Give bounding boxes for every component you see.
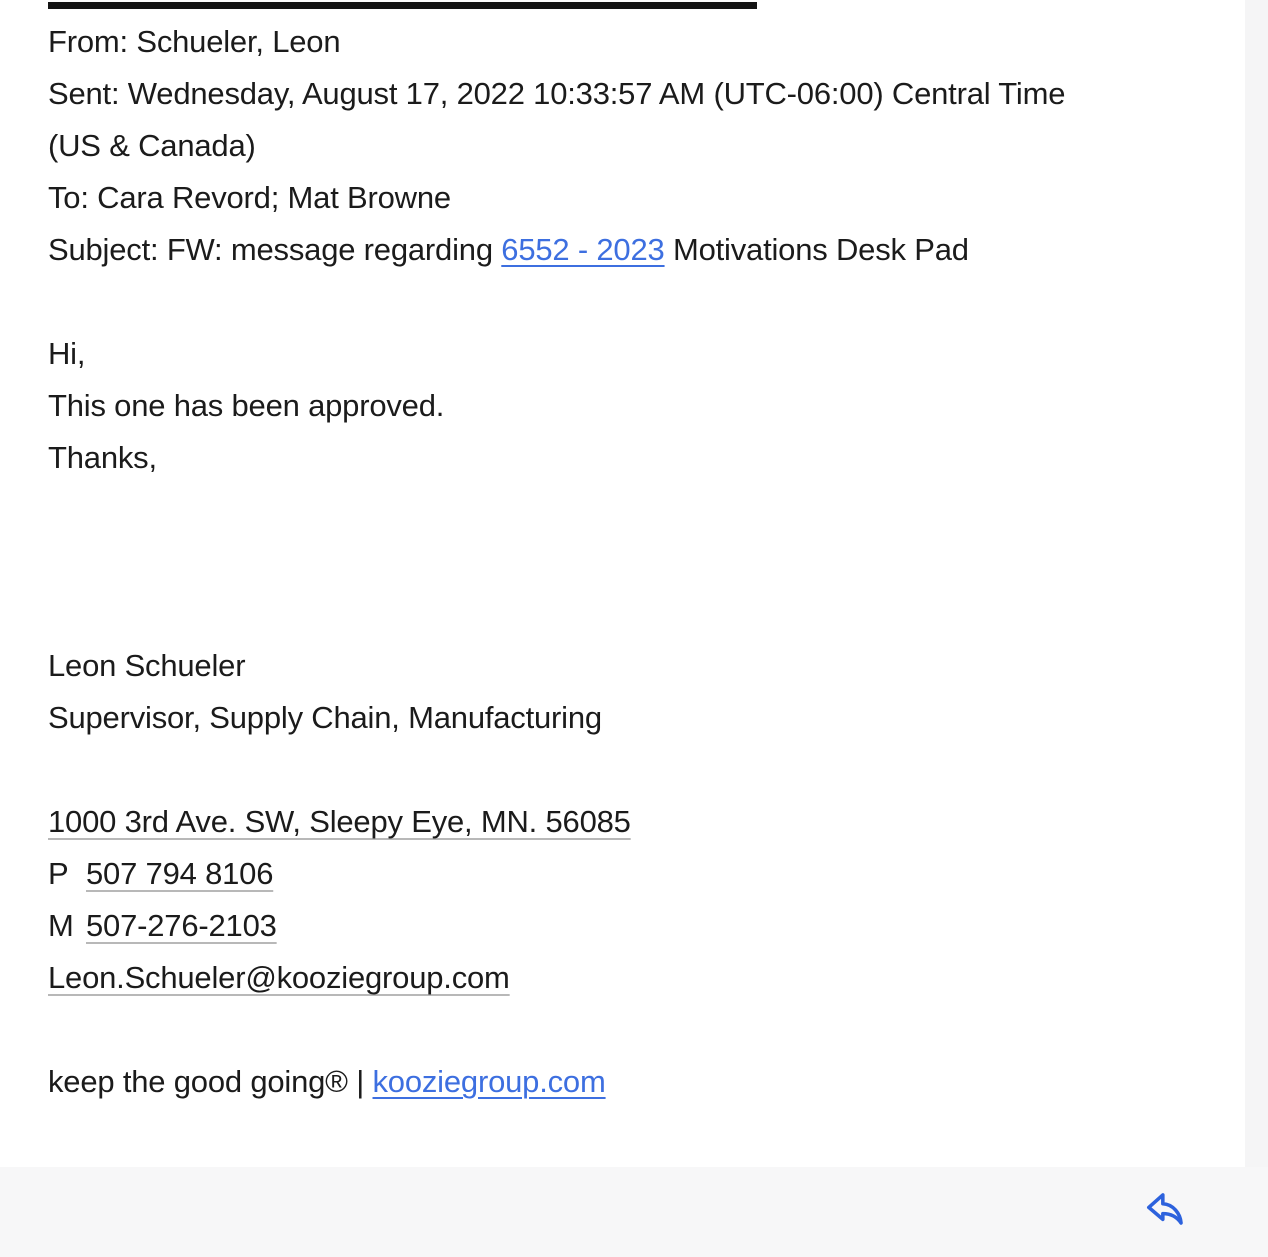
scrollbar-gutter[interactable] (1245, 0, 1268, 1257)
signature-tagline (48, 1056, 1220, 1108)
blank-line (48, 1004, 1220, 1056)
quoted-message-divider (48, 2, 757, 9)
header-to-line: To: Cara Revord; Mat Browne (48, 180, 451, 215)
blank-line (48, 276, 1220, 328)
signature-mobile-line (48, 900, 1220, 952)
email-message-view (48, 16, 1220, 1108)
header-from-line: From: Schueler, Leon (48, 24, 341, 59)
body-closing: Thanks, (48, 440, 157, 475)
reply-icon (1142, 1187, 1192, 1233)
blank-lines (48, 484, 1220, 640)
subject-suffix: Motivations Desk Pad (664, 232, 969, 267)
signature-job-title: Supervisor, Supply Chain, Manufacturing (48, 700, 602, 735)
signature-address-line (48, 796, 1220, 848)
header-subject-line (48, 224, 1220, 276)
header-sent-line-2: (US & Canada) (48, 128, 256, 163)
email-address-link[interactable]: Leon.Schueler@kooziegroup.com (48, 960, 510, 995)
tagline-text: keep the good going® | (48, 1064, 373, 1099)
tagline-website-link[interactable]: kooziegroup.com (372, 1064, 606, 1099)
body-message: This one has been approved. (48, 388, 445, 423)
header-sent-line-1: Sent: Wednesday, August 17, 2022 10:33:57 AM (UTC-06:00) Central Time (48, 76, 1066, 111)
blank-line (48, 744, 1220, 796)
subject-prefix: Subject: FW: message regarding (48, 232, 502, 267)
body-greeting: Hi, (48, 336, 86, 371)
mobile-label: M (48, 908, 74, 943)
subject-item-number-link[interactable]: 6552 - 2023 (501, 232, 665, 267)
phone-label: P (48, 856, 69, 891)
reply-button[interactable] (1142, 1187, 1192, 1233)
signature-name: Leon Schueler (48, 648, 246, 683)
bottom-toolbar (0, 1167, 1268, 1257)
phone-link[interactable]: 507 794 8106 (86, 856, 274, 891)
signature-phone-line (48, 848, 1220, 900)
mobile-link[interactable]: 507-276-2103 (86, 908, 277, 943)
address-link[interactable]: 1000 3rd Ave. SW, Sleepy Eye, MN. 56085 (48, 804, 631, 839)
signature-email-line (48, 952, 1220, 1004)
